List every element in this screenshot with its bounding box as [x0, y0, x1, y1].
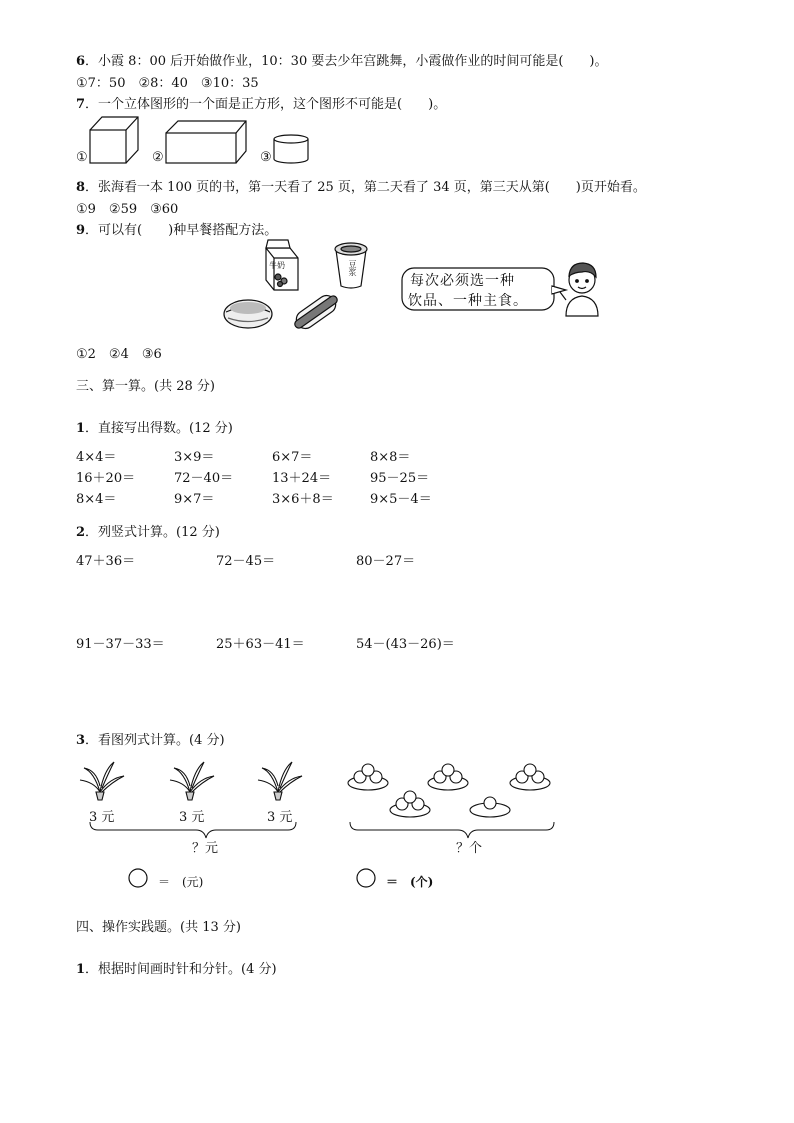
- plant-icon: [170, 762, 214, 800]
- left-equation: ＝ (元): [158, 875, 204, 889]
- hotdog-icon: [290, 290, 341, 333]
- orange-plate-icon: [428, 764, 468, 790]
- part-number: 1: [76, 421, 86, 436]
- question-9-options: ①2 ②4 ③6: [76, 347, 162, 362]
- soy-milk-label: 豆浆: [348, 260, 357, 276]
- price-label: 3 元: [267, 810, 293, 825]
- left-total-label: ？元: [192, 841, 219, 856]
- calc-item: 72－40＝: [174, 471, 234, 486]
- question-number: 9: [76, 223, 86, 238]
- right-total-label: ？个: [456, 841, 483, 856]
- part-3-title: [76, 729, 225, 748]
- right-equation: ＝ (个): [386, 875, 434, 889]
- price-label: 3 元: [89, 810, 115, 825]
- calc-item: 9×7＝: [174, 492, 215, 507]
- plant-icon: [80, 762, 124, 800]
- calc-item: 8×8＝: [370, 450, 411, 465]
- cube-figure: [90, 117, 138, 163]
- section-3-title: 三、算一算。(共 28 分): [76, 379, 215, 394]
- bread-icon: [224, 300, 272, 328]
- option-label-2: ②: [152, 150, 164, 165]
- milk-label: 牛奶: [269, 261, 285, 270]
- calc-item: 54－(43－26)＝: [356, 637, 455, 652]
- part-number: 1: [76, 962, 86, 977]
- plant-icon: [258, 762, 302, 800]
- calc-item: 25＋63－41＝: [216, 637, 305, 652]
- calc-item: 91－37－33＝: [76, 637, 165, 652]
- part-number: 3: [76, 733, 86, 748]
- calc-item: 80－27＝: [356, 554, 416, 569]
- bubble-line-1: 每次必须选一种: [410, 273, 515, 289]
- question-8: [76, 176, 646, 195]
- question-6-options: ①7：50 ②8：40 ③10：35: [76, 76, 259, 91]
- orange-plate-icon: [348, 764, 388, 790]
- calc-item: 13＋24＝: [272, 471, 332, 486]
- calc-item: 3×6＋8＝: [272, 492, 334, 507]
- question-text: ．可以有( )种早餐搭配方法。: [85, 223, 278, 238]
- cylinder-figure: [274, 135, 308, 163]
- calc-item: 9×5－4＝: [370, 492, 432, 507]
- part-1-title: [76, 417, 233, 436]
- question-9: [76, 219, 277, 238]
- orange-plate-icon: [390, 791, 430, 817]
- question-text: ．小霞 8：00 后开始做作业，10：30 要去少年宫跳舞，小霞做作业的时间可能是( )。: [85, 54, 608, 69]
- price-label: 3 元: [179, 810, 205, 825]
- section-4-part-1-title: [76, 958, 277, 977]
- calc-item: 3×9＝: [174, 450, 215, 465]
- question-number: 6: [76, 54, 86, 69]
- cuboid-figure: [166, 121, 246, 163]
- part-2-title: [76, 521, 220, 540]
- orange-plate-icon: [510, 764, 550, 790]
- question-number: 8: [76, 180, 86, 195]
- calc-item: 95－25＝: [370, 471, 430, 486]
- calc-item: 8×4＝: [76, 492, 117, 507]
- answer-circle: [357, 869, 375, 887]
- question-number: 7: [76, 97, 86, 112]
- section-4-title: 四、操作实践题。(共 13 分): [76, 920, 241, 935]
- question-8-options: ①9 ②59 ③60: [76, 202, 179, 217]
- right-brace: [350, 822, 554, 838]
- part-text: ．根据时间画时针和分针。(4 分): [85, 962, 277, 977]
- calc-item: 16＋20＝: [76, 471, 136, 486]
- question-text: ．张海看一本 100 页的书，第一天看了 25 页，第二天看了 34 页，第三天从第( )页开始看。: [85, 180, 646, 195]
- option-label-1: ①: [76, 150, 88, 165]
- part-number: 2: [76, 525, 86, 540]
- question-text: ．一个立体图形的一个面是正方形，这个图形不可能是( )。: [85, 97, 447, 112]
- part-text: ．列竖式计算。(12 分): [85, 525, 220, 540]
- calc-item: 72－45＝: [216, 554, 276, 569]
- answer-circle: [129, 869, 147, 887]
- calc-item: 47＋36＝: [76, 554, 136, 569]
- part-text: ．直接写出得数。(12 分): [85, 421, 233, 436]
- option-label-3: ③: [260, 150, 272, 165]
- part-text: ．看图列式计算。(4 分): [85, 733, 225, 748]
- calc-item: 4×4＝: [76, 450, 117, 465]
- orange-plate-icon: [470, 797, 510, 817]
- calc-item: 6×7＝: [272, 450, 313, 465]
- bubble-line-2: 饮品、一种主食。: [408, 293, 528, 309]
